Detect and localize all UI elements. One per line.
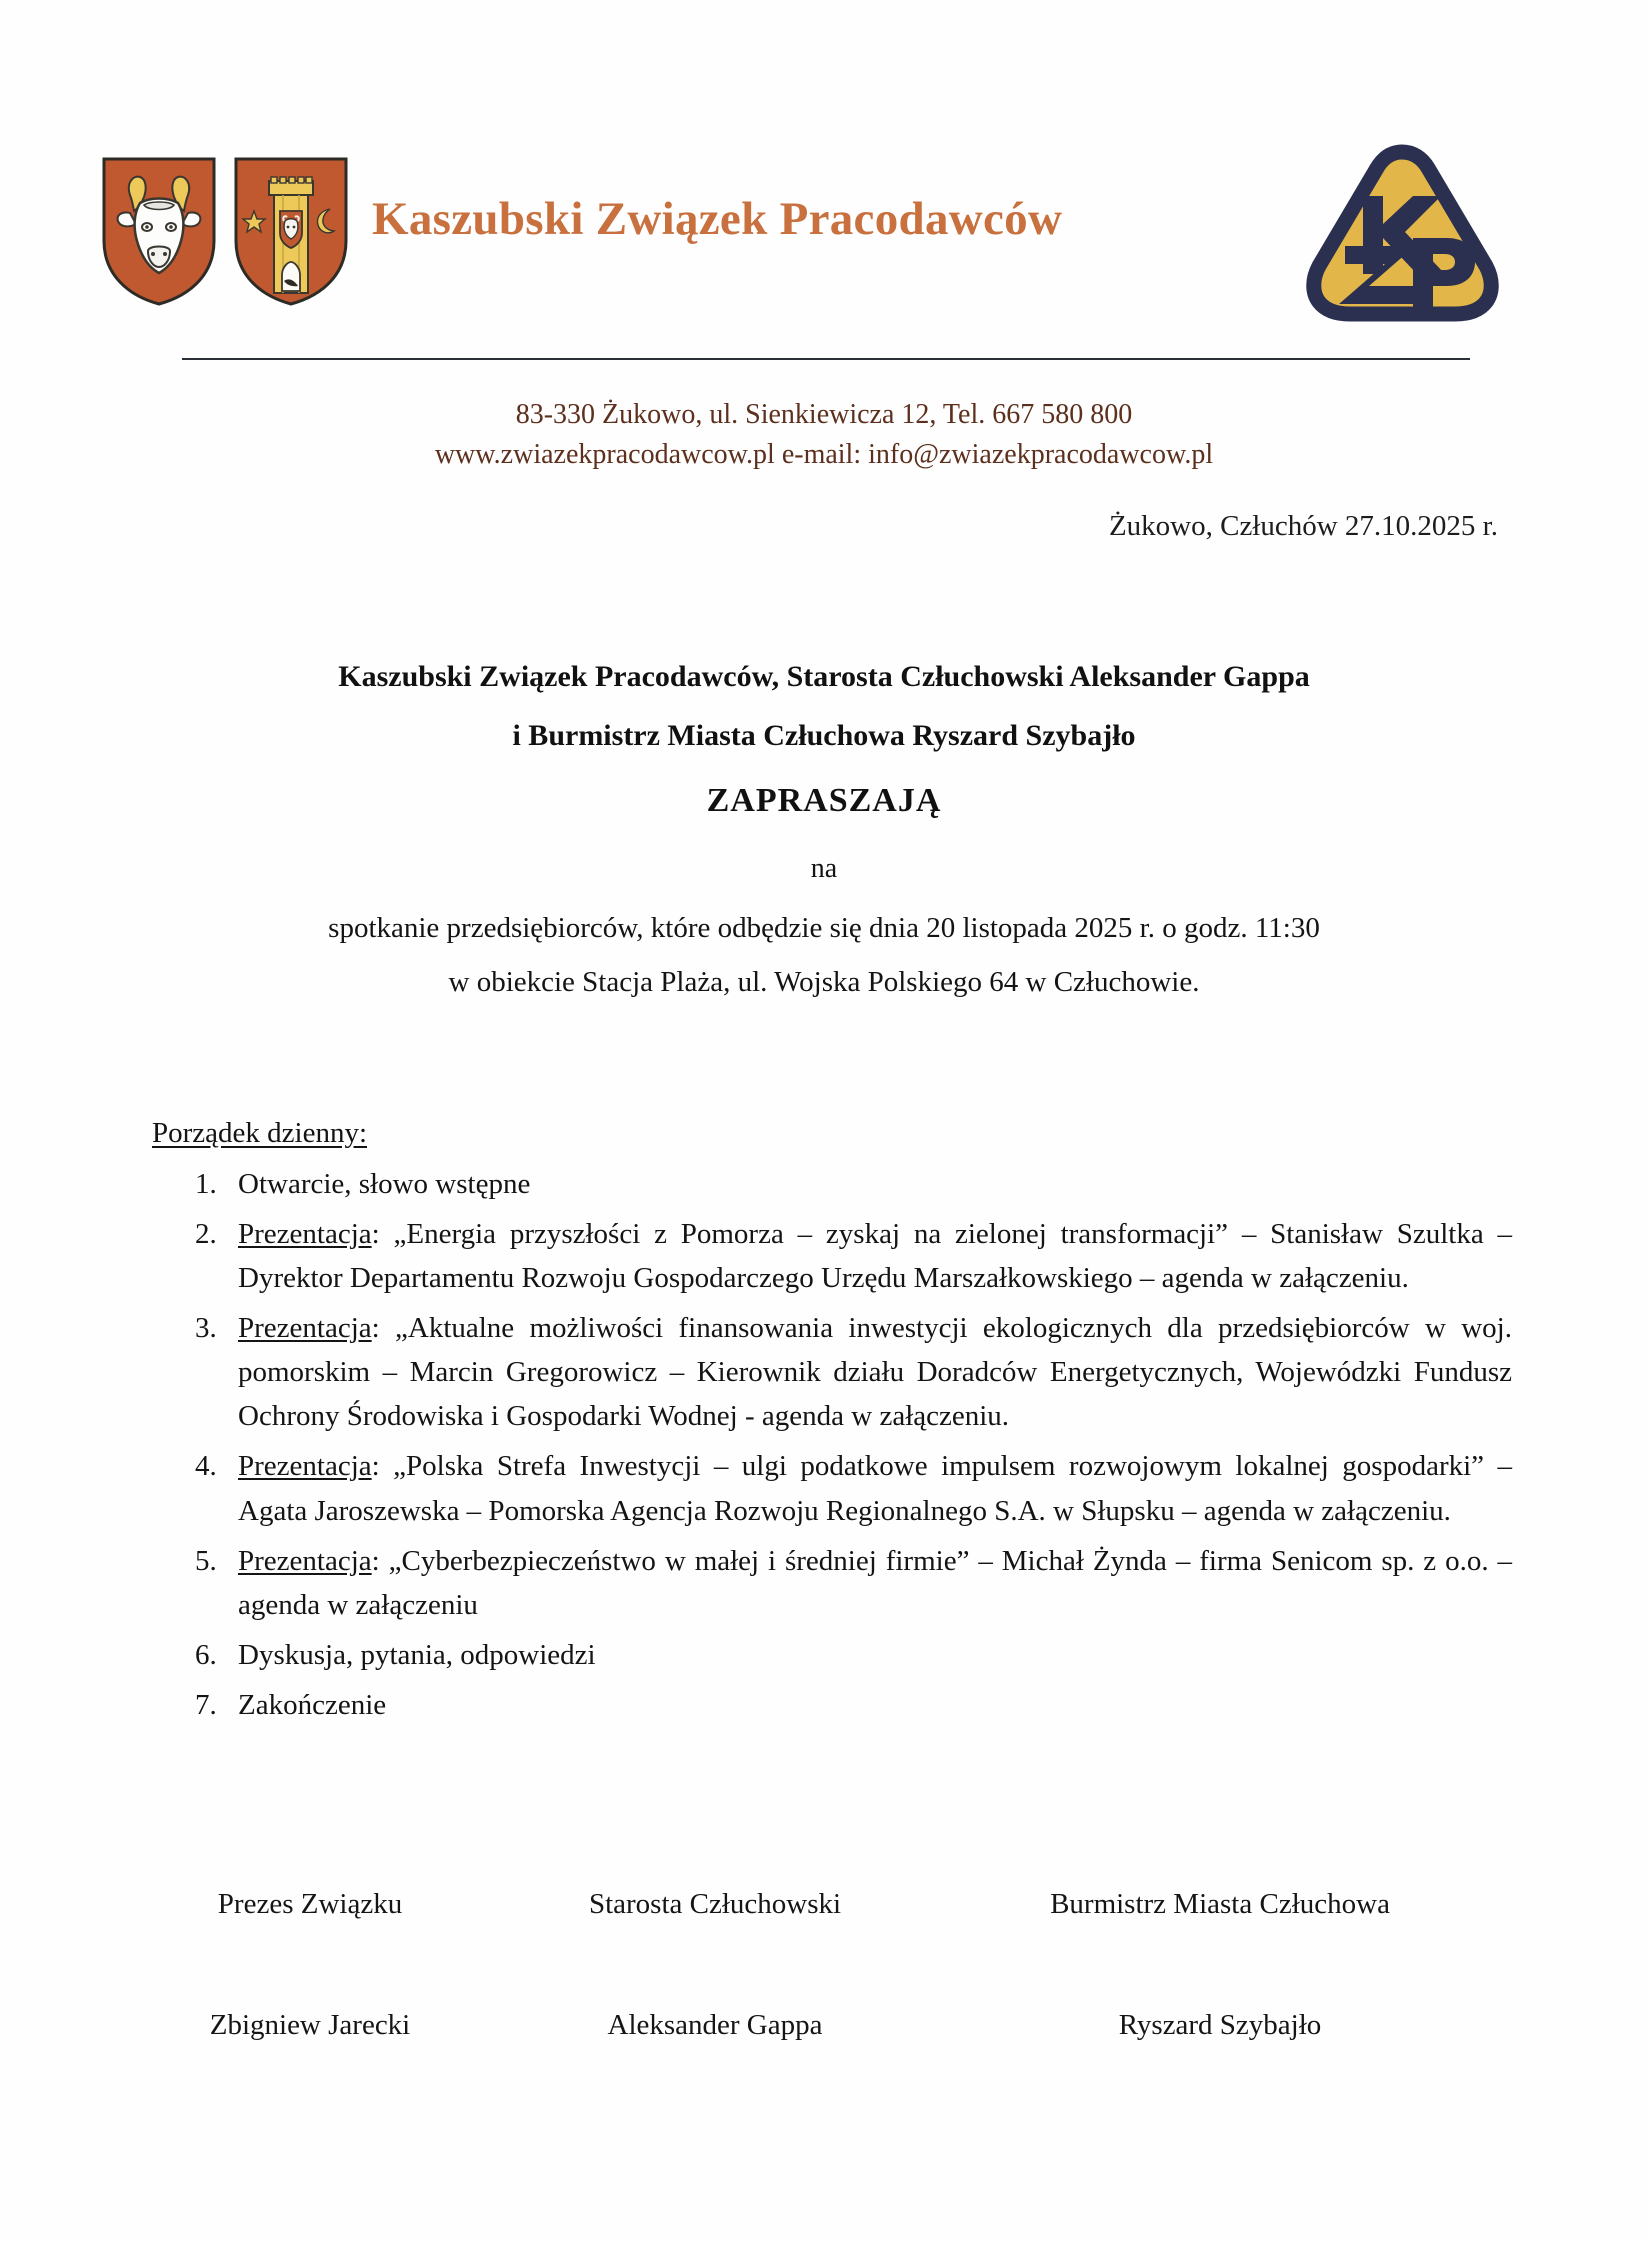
agenda-item-lead: Prezentacja [238,1544,372,1577]
invitation-line-2: i Burmistrz Miasta Człuchowa Ryszard Szybajło [512,718,1136,752]
contact-address-line: 83-330 Żukowo, ul. Sienkiewicza 12, Tel. 667 580 800 [515,399,1133,430]
agenda-item [224,1683,1512,1727]
agenda-item-lead: Prezentacja [238,1450,372,1483]
date-line: Żukowo, Człuchów 27.10.2025 r. [1108,510,1498,542]
signature-role: Burmistrz Miasta Człuchowa [1050,1888,1390,1920]
agenda-item-text: Otwarcie, słowo wstępne [238,1168,531,1200]
kzp-logo-icon [1295,138,1510,323]
invitation-block [0,648,1648,1009]
letterhead [0,0,1648,360]
agenda-item [224,1633,1512,1677]
czluchow-coat-of-arms-icon [232,155,350,307]
signature-role: Prezes Związku [217,1888,403,1920]
coat-of-arms-group [100,155,350,307]
agenda-item-text: Dyskusja, pytania, odpowiedzi [238,1638,596,1671]
agenda-item-lead: Prezentacja [238,1218,372,1251]
agenda-item-text: : „Cyberbezpieczeństwo w małej i średniej firmie” – Michał Żynda – firma Senicom sp. z o.o. – agenda w załączeniu [238,1544,1512,1621]
agenda-item-text: : „Polska Strefa Inwestycji – ulgi podatkowe impulsem rozwojowym lokalnej gospodarki” – Agata Jaroszewska – Pomorska Agencja Rozwoju Regionalnego S.A. w Słupsku – agenda w załączeniu. [238,1450,1512,1527]
agenda-item [224,1306,1512,1438]
invitation-line-1: Kaszubski Związek Pracodawców, Starosta Człuchowski Aleksander Gappa [338,660,1310,693]
agenda-item [224,1162,1512,1206]
agenda-item-text: Zakończenie [238,1688,387,1721]
signature-role: Starosta Człuchowski [588,1888,842,1920]
contact-block [0,395,1648,475]
signature-name: Ryszard Szybajło [1118,2009,1322,2041]
zukowo-coat-of-arms-icon [100,155,218,307]
signature-name: Zbigniew Jarecki [209,2009,411,2041]
agenda-list [152,1162,1512,1727]
signature-name: Aleksander Gappa [607,2009,823,2041]
agenda-title: Porządek dzienny: [152,1117,368,1149]
agenda-item-lead: Prezentacja [238,1312,372,1345]
page-title: Kaszubski Związek Pracodawców [372,193,1063,245]
agenda-item [224,1444,1512,1532]
invitation-line-3: spotkanie przedsiębiorców, które odbędzie się dnia 20 listopada 2025 r. o godz. 11:30 [328,912,1320,945]
header-divider [182,358,1470,360]
agenda-item [224,1539,1512,1627]
signature-column-prezes [160,1888,460,2042]
signature-block [0,1888,1648,2168]
invitation-line-4: w obiekcie Stacja Plaża, ul. Wojska Polskiego 64 w Człuchowie. [448,965,1200,998]
contact-web-email-line: www.zwiazekpracodawcow.pl e-mail: info@zwiazekpracodawcow.pl [434,438,1214,470]
signature-column-burmistrz [1000,1888,1440,2042]
invitation-na: na [810,853,838,885]
agenda-item [224,1212,1512,1300]
invitation-headline: ZAPRASZAJĄ [706,782,942,819]
agenda-item-text: : „Aktualne możliwości finansowania inwestycji ekologicznych dla przedsiębiorców w woj. pomorskim – Marcin Gregorowicz – Kierownik działu Doradców Energetycznych, Wojewódzki Fundusz Ochrony Środowiska i Gospodarki Wodnej - agenda w załączeniu. [238,1312,1512,1433]
agenda-section [152,1117,1512,1733]
agenda-item-text: : „Energia przyszłości z Pomorza – zyskaj na zielonej transformacji” – Stanisław Szultka – Dyrektor Departamentu Rozwoju Gospodarczego Urzędu Marszałkowskiego – agenda w załączeniu. [238,1218,1512,1295]
signature-column-starosta [545,1888,885,2042]
